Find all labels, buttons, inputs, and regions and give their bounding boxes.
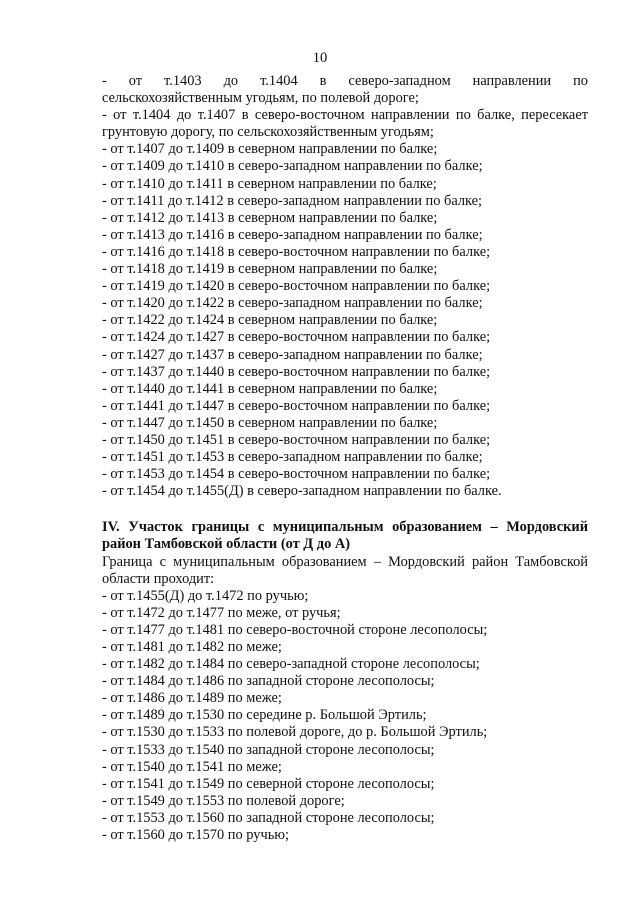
list-item: - от т.1420 до т.1422 в северо-западном направлении по балке; [102, 295, 483, 312]
list-item: - от т.1540 до т.1541 по меже; [102, 758, 282, 775]
list-item: - от т.1530 до т.1533 по полевой дороге, до р. Большой Эртиль; [102, 724, 488, 741]
list-item: - от т.1427 до т.1437 в северо-западном направлении по балке; [102, 346, 483, 363]
boundary-list-part2 [102, 588, 588, 844]
list-item: - от т.1451 до т.1453 в северо-западном направлении по балке; [102, 449, 483, 466]
list-item: - от т.1416 до т.1418 в северо-восточном направлении по балке; [102, 243, 491, 260]
list-item: - от т.1424 до т.1427 в северо-восточном направлении по балке; [102, 329, 491, 346]
list-item: - от т.1553 до т.1560 по западной стороне лесополосы; [102, 809, 435, 826]
list-item: - от т.1454 до т.1455(Д) в северо-западном направлении по балке. [102, 483, 502, 500]
list-item: - от т.1413 до т.1416 в северо-западном направлении по балке; [102, 226, 483, 243]
list-item: - от т.1482 до т.1484 по северо-западной стороне лесополосы; [102, 656, 480, 673]
list-item: - от т.1418 до т.1419 в северном направлении по балке; [102, 261, 438, 278]
section-heading: IV. Участок границы с муниципальным образованием – Мордовский район Тамбовской области (от Д до А) [102, 519, 588, 553]
list-item: - от т.1484 до т.1486 по западной стороне лесополосы; [102, 673, 435, 690]
list-item-continuation: сельскохозяйственным угодьям, по полевой дороге; [102, 90, 419, 107]
list-item: - от т.1533 до т.1540 по западной стороне лесополосы; [102, 741, 435, 758]
list-item: - от т.1450 до т.1451 в северо-восточном направлении по балке; [102, 431, 491, 448]
list-item: - от т.1486 до т.1489 по меже; [102, 690, 282, 707]
list-item: - от т.1560 до т.1570 по ручью; [102, 827, 290, 844]
list-item: - от т.1412 до т.1413 в северном направлении по балке; [102, 209, 438, 226]
list-item: - от т.1437 до т.1440 в северо-восточном направлении по балке; [102, 363, 491, 380]
list-item: - от т.1481 до т.1482 по меже; [102, 639, 282, 655]
list-item: - от т.1477 до т.1481 по северо-восточной стороне лесополосы; [102, 621, 488, 638]
list-item: - от т.1410 до т.1411 в северном направлении по балке; [102, 175, 437, 192]
list-item: - от т.1441 до т.1447 в северо-восточном направлении по балке; [102, 397, 491, 414]
list-item: - от т.1409 до т.1410 в северо-западном направлении по балке; [102, 158, 483, 175]
list-item: - от т.1549 до т.1553 по полевой дороге; [102, 792, 345, 809]
list-item: - от т.1404 до т.1407 в северо-восточном направлении по балке, пересекает [102, 107, 588, 124]
boundary-list-part1 [102, 141, 588, 500]
list-item: - от т.1455(Д) до т.1472 по ручью; [102, 587, 309, 604]
list-item: - от т.1440 до т.1441 в северном направлении по балке; [102, 380, 438, 397]
list-item: - от т.1472 до т.1477 по меже, от ручья; [102, 604, 341, 621]
page-number: 10 [312, 50, 328, 66]
list-item: - от т.1419 до т.1420 в северо-восточном направлении по балке; [102, 278, 491, 295]
list-item: - от т.1489 до т.1530 по середине р. Большой Эртиль; [102, 707, 427, 724]
document-body [102, 73, 588, 844]
list-item: - от т.1403 до т.1404 в северо-западном направлении по [102, 73, 588, 89]
list-item: - от т.1411 до т.1412 в северо-западном направлении по балке; [102, 192, 483, 209]
list-item: - от т.1447 до т.1450 в северном направлении по балке; [102, 414, 438, 431]
list-item: - от т.1407 до т.1409 в северном направлении по балке; [102, 141, 438, 158]
list-item: - от т.1422 до т.1424 в северном направлении по балке; [102, 312, 438, 329]
list-item: - от т.1541 до т.1549 по северной стороне лесополосы; [102, 775, 435, 792]
section-intro: Граница с муниципальным образованием – Мордовский район Тамбовской области проходит: [102, 553, 588, 587]
list-item-continuation: грунтовую дорогу, по сельскохозяйственным угодьям; [102, 124, 434, 141]
list-item: - от т.1453 до т.1454 в северо-восточном направлении по балке; [102, 466, 491, 483]
